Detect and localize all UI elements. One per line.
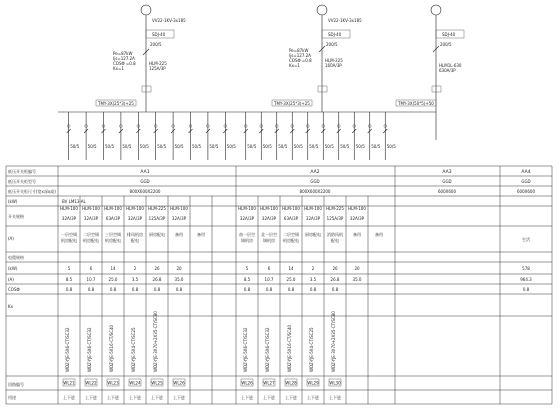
cell-use: 厨房配电	[149, 232, 165, 237]
cell-note: 上下进	[285, 395, 297, 400]
cell-rating: 125A/3P	[326, 216, 344, 221]
cell-use: 消防风机	[327, 232, 343, 237]
cell-breaker: HLM-100	[170, 206, 188, 211]
switchgear-label: SDJ-40	[152, 32, 166, 37]
row-label-panel-id: 低压开关柜编号	[8, 169, 36, 174]
load-kx: Kx=1	[289, 63, 300, 68]
cell-amps: 10.7	[86, 277, 96, 282]
cell-note: 上下进	[263, 395, 275, 400]
load-cos: COSΦ =0.8	[289, 58, 312, 63]
cell-kw: 20	[176, 266, 182, 271]
branch-ct-label: 50/5	[70, 144, 80, 149]
supply-source-icon	[431, 5, 441, 15]
cell-cable: WDZ-YJE-5X6-CT/SC32	[243, 327, 248, 372]
cell-circuit: WL27	[263, 380, 275, 386]
branch-ct-label: 50/5	[174, 144, 184, 149]
cell-rating: 32A/3P	[171, 216, 187, 221]
panel-size-aa2: 800X600X2200	[299, 189, 331, 194]
branch-ct-label: 50/5	[340, 144, 350, 149]
cell-cos: 0.8	[243, 287, 251, 292]
cell-use: 备用	[375, 232, 383, 237]
cell-kw: 26	[154, 266, 160, 271]
branch-ct-label: 50/5	[122, 144, 132, 149]
feed-cable-label: VV22-1KV-3x185	[328, 18, 362, 23]
row-label-size: 低压开关柜尺寸(宽x深x高)	[8, 189, 56, 194]
cell-cable: WDZ-YJE-3X70+2X35-CT/SC80	[331, 311, 336, 372]
load-pe: Pe=87kW	[289, 48, 309, 53]
row-label-current: (A)	[8, 236, 14, 241]
cell-circuit: WL24	[129, 380, 141, 386]
cell-rating: 32A/3P	[305, 216, 321, 221]
incoming-feeder-aa3	[396, 5, 464, 140]
cell-rating: 32A/3P	[349, 216, 365, 221]
branch-ct-label: 50/5	[262, 144, 272, 149]
cell-amps: 26.8	[152, 277, 162, 282]
branch-circuits-aa2	[244, 112, 396, 160]
panel-model-aa2: GGD	[310, 179, 320, 184]
cell-cos: 0.8	[109, 287, 117, 292]
branch-ct-label: 50/5	[226, 144, 236, 149]
load-ijs: Ijs=127.2A	[289, 53, 311, 58]
cell-kw: 2	[311, 266, 315, 271]
load-cos: COSΦ =0.8	[113, 61, 136, 66]
switchgear-label: SDJ-40	[442, 32, 456, 37]
cell-rating: 32A/3P	[83, 216, 99, 221]
busbar-label: TMY-3X(50*5)+50	[398, 101, 434, 106]
breaker-rating: 125A/3P	[149, 66, 166, 71]
cell-breaker: HLM-100	[304, 206, 322, 211]
aa3-cos: 0.8	[522, 287, 530, 292]
meter-box	[432, 86, 441, 92]
cell-amps: 26.8	[330, 277, 340, 282]
cell-breaker: HLM-100	[238, 206, 256, 211]
cell-note: 上下进	[107, 395, 119, 400]
cell-rating: 32A/3P	[127, 216, 143, 221]
cell-cable: WDZ-YJE-5X6-CT/SC32	[65, 327, 70, 372]
load-pe: Pe=87kW	[113, 51, 133, 56]
branch-ct-label: 50/5	[157, 144, 167, 149]
cell-use: 二层空调	[83, 232, 99, 237]
cell-cos: 0.8	[287, 287, 295, 292]
cell-use: 配电	[331, 238, 339, 243]
busbar-label: TMY-3X(25*3)+25	[274, 101, 310, 106]
cell-rating: 32A/3P	[239, 216, 255, 221]
cell-cos: 0.8	[175, 287, 183, 292]
load-kx: Kx=1	[113, 66, 124, 71]
cell-rating: 63A/3P	[105, 216, 121, 221]
cell-use: 排风机房	[127, 232, 143, 237]
cell-use: 厨房配电	[305, 232, 321, 237]
branch-ct-label: 50/5	[355, 144, 365, 149]
cell-circuit: WL29	[307, 380, 319, 386]
cell-use: 备用	[353, 232, 361, 237]
breaker-label: HLM-225	[325, 58, 343, 63]
cell-use: 机房配电	[61, 238, 77, 243]
cell-use: 调机房	[263, 238, 275, 243]
cell-cable: WDZ-YJE-3X70+2X35-CT/SC80	[153, 311, 158, 372]
aa3-values	[520, 236, 532, 292]
breaker-rating: 160A/3P	[325, 63, 342, 68]
aa3-kw: 578	[522, 266, 530, 271]
cell-breaker: HLM-100	[348, 206, 366, 211]
ct-label: 200/5	[440, 42, 452, 47]
switchgear-label: SDJ-40	[328, 32, 342, 37]
row-label-cable: 电缆规格	[8, 255, 24, 260]
branch-ct-label: 50/5	[209, 144, 219, 149]
row-label-cos: COSΦ	[8, 287, 20, 292]
cell-circuit: WL23	[107, 380, 119, 386]
cell-cos: 0.8	[65, 287, 73, 292]
cell-breaker: HLM-100	[60, 206, 78, 211]
branch-circuits-aa1	[67, 112, 237, 160]
meter-box	[142, 86, 151, 92]
row-label-kw: (kW)	[8, 199, 18, 204]
breaker-label: HLM1L-630	[439, 63, 462, 68]
cell-use: 三层空调	[105, 232, 121, 237]
sample-kw-label: BV LM13-AL	[62, 199, 86, 204]
cell-circuit: WL26	[241, 380, 253, 386]
cell-amps: 35.0	[352, 277, 362, 282]
breaker-label: HLM-225	[149, 61, 167, 66]
cell-cos: 0.8	[153, 287, 161, 292]
ct-label: 200/5	[326, 42, 338, 47]
cell-use: 一层空调	[61, 232, 77, 237]
supply-source-icon	[317, 5, 327, 15]
cell-note: 上下进	[129, 395, 141, 400]
branch-ct-label: 50/5	[192, 144, 201, 149]
branch-ct-label: 50/5	[87, 144, 97, 149]
panel-headers	[62, 169, 535, 204]
branch-ct-label: 50/5	[371, 144, 381, 149]
row-label-amps: (A)	[8, 277, 14, 282]
cell-cos: 0.8	[331, 287, 339, 292]
breaker-rating: 630A/3P	[439, 68, 456, 73]
branch-ct-label: 50/5	[247, 144, 257, 149]
cell-amps: 10.7	[264, 277, 274, 282]
branch-ct-label: 50/5	[293, 144, 303, 149]
cell-amps: 35.0	[174, 277, 184, 282]
aa3-amps: 964.3	[520, 277, 532, 282]
cell-use: 机房配电	[105, 238, 121, 243]
cell-rating: 63A/3P	[283, 216, 299, 221]
cell-kw: 6	[89, 266, 93, 271]
cell-use: 配电	[131, 238, 139, 243]
cell-breaker: HLM-100	[260, 206, 278, 211]
cell-note: 上下进	[329, 395, 341, 400]
cell-use: 备用	[197, 232, 205, 237]
cell-circuit: WL26	[173, 380, 185, 386]
cell-amps: 3.5	[131, 277, 139, 282]
cell-cable: WDZ-YJE-5X4-CT/SC25	[309, 327, 314, 372]
panel-size-aa1: 800X600X2200	[129, 189, 161, 194]
cell-use: 机房配电	[283, 238, 299, 243]
cell-cable: WDZ-YJE-5X4-CT/SC25	[131, 327, 136, 372]
cell-note: 上下进	[173, 395, 185, 400]
cell-kw: 26	[332, 266, 338, 271]
cell-cable: WDZ-YJE-5X6-CT/SC32	[265, 327, 270, 372]
incoming-feeder-aa2	[272, 5, 362, 112]
cell-circuit: WL30	[329, 380, 341, 386]
cell-cos: 0.8	[265, 287, 273, 292]
cell-circuit: WL25	[151, 380, 163, 386]
cell-cos: 0.8	[131, 287, 139, 292]
cell-use: 南一层空	[239, 232, 255, 237]
cell-breaker: HLM-100	[104, 206, 122, 211]
cell-cable: WDZ-YJE-5X16-CT/SC40	[109, 324, 114, 372]
row-label-kx: Kx	[8, 304, 13, 309]
cell-circuit: WL21	[63, 380, 75, 386]
branch-ct-label: 50/5	[386, 144, 396, 149]
cell-breaker: HLM-100	[126, 206, 144, 211]
cell-use: 备用	[175, 232, 183, 237]
cell-circuit: WL22	[85, 380, 97, 386]
row-label-breaker: 开关规格	[8, 214, 24, 219]
cell-breaker: HLM-225	[148, 206, 166, 211]
branch-ct-label: 50/5	[105, 144, 114, 149]
busbar-label: TMY-3X(25*3)+25	[98, 101, 134, 106]
panel-size-aa4: 600X600	[516, 189, 536, 194]
cell-rating: 125A/3P	[148, 216, 166, 221]
cell-rating: 32A/3P	[61, 216, 77, 221]
schedule-sub-columns	[80, 196, 368, 404]
cell-note: 上下进	[151, 395, 163, 400]
panel-id-aa4: AA4	[521, 170, 531, 175]
ct-label: 200/5	[150, 42, 162, 47]
panel-id-aa2: AA2	[310, 170, 320, 175]
cell-use: 北一层空	[261, 232, 277, 237]
cell-amps: 3.5	[309, 277, 317, 282]
cell-breaker: HLM-225	[326, 206, 344, 211]
feed-cable-label: VV22-1KV-3x185	[152, 18, 186, 23]
cell-cable: WDZ-YJE-5X16-CT/SC40	[287, 324, 292, 372]
cell-note: 上下进	[63, 395, 75, 400]
cell-use: 机房配电	[83, 238, 99, 243]
row-label-use: 用途	[8, 395, 16, 400]
incoming-feeder-aa1	[96, 5, 186, 112]
cell-cable: WDZ-YJE-5X6-CT/SC32	[87, 327, 92, 372]
cell-circuit: WL28	[285, 380, 297, 386]
cell-rating: 32A/3P	[261, 216, 277, 221]
cell-use: 二层空调	[283, 232, 299, 237]
cell-cos: 0.8	[87, 287, 95, 292]
cell-use: 调机房	[241, 238, 253, 243]
cell-kw: 5	[67, 266, 71, 271]
schedule-cells	[60, 206, 383, 400]
branch-ct-label: 50/5	[278, 144, 288, 149]
panel-id-aa3: AA3	[442, 170, 452, 175]
row-label-model: 低压开关柜型号	[8, 179, 36, 184]
cell-note: 上下进	[241, 395, 253, 400]
meter-box	[318, 86, 327, 92]
cell-note: 上下进	[85, 395, 97, 400]
cell-kw: 5	[245, 266, 249, 271]
cell-amps: 8.5	[65, 277, 73, 282]
load-ijs: Ijs=127.2A	[113, 56, 135, 61]
cell-cos: 0.8	[309, 287, 317, 292]
cell-breaker: HLM-100	[282, 206, 300, 211]
panel-model-aa1: GGD	[140, 179, 150, 184]
cell-breaker: HLM-100	[82, 206, 100, 211]
cell-amps: 25.0	[108, 277, 118, 282]
cell-kw: 6	[267, 266, 271, 271]
branch-ct-label: 50/5	[309, 144, 319, 149]
cell-kw: 14	[110, 266, 116, 271]
aa3-use: 生活	[522, 237, 530, 242]
row-label-circuit: 回路编号	[8, 382, 24, 387]
cell-kw: 20	[354, 266, 360, 271]
panel-model-aa3: GGD	[442, 179, 452, 184]
cell-kw: 14	[288, 266, 294, 271]
panel-model-aa4: GGD	[521, 179, 531, 184]
row-label-power: (kW)	[8, 266, 18, 271]
cell-amps: 25.0	[286, 277, 296, 282]
supply-source-icon	[141, 5, 151, 15]
branch-ct-label: 50/5	[139, 144, 149, 149]
cell-note: 上下进	[307, 395, 319, 400]
cell-amps: 8.5	[243, 277, 251, 282]
panel-id-aa1: AA1	[140, 170, 150, 175]
branch-ct-label: 50/5	[324, 144, 334, 149]
panel-size-aa3: 600X600	[437, 189, 457, 194]
cell-kw: 2	[133, 266, 137, 271]
